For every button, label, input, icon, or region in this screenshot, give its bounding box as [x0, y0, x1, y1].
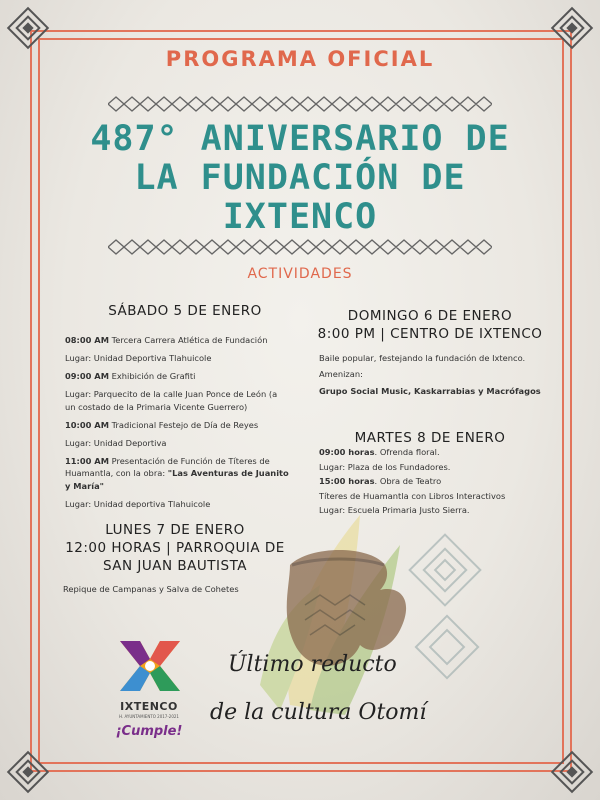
- geometric-band-icon: [108, 239, 492, 255]
- sunday-schedule: [319, 352, 544, 403]
- schedule-item: 08:00 AM Tercera Carrera Atlética de Fundación: [65, 335, 268, 345]
- saturday-schedule: [65, 334, 290, 516]
- corner-ornament-icon: [6, 6, 50, 50]
- schedule-item: Lugar: Plaza de los Fundadores.: [319, 461, 451, 472]
- schedule-item: Lugar: Escuela Primaria Justo Sierra.: [319, 505, 470, 515]
- schedule-item: Baile popular, festejando la fundación de Ixtenco.: [319, 353, 526, 363]
- schedule-item: 09:00 AM Exhibición de Grafiti: [65, 371, 196, 381]
- schedule-item: Lugar: Unidad Deportiva Tlahuicole: [65, 353, 212, 363]
- schedule-item: Lugar: Unidad deportiva Tlahuicole: [65, 498, 211, 509]
- saturday-heading: SÁBADO 5 DE ENERO: [108, 303, 262, 319]
- logo-slogan: ¡Cumple!: [115, 724, 183, 739]
- program-kicker: PROGRAMA OFICIAL: [165, 47, 435, 71]
- logo-tagline: H. AYUNTAMIENTO 2017-2021: [119, 714, 179, 719]
- activities-heading: ACTIVIDADES: [247, 266, 353, 282]
- schedule-item: 09:00 horas. Ofrenda floral.: [319, 447, 440, 457]
- motto-line-1: Último reducto: [228, 652, 397, 677]
- monday-heading: LUNES 7 DE ENERO 12:00 HORAS | PARROQUIA DE SAN JUAN BAUTISTA: [65, 522, 285, 574]
- ixtenco-logo-icon: [116, 635, 184, 697]
- main-title: [0, 120, 600, 237]
- corner-ornament-icon: [550, 6, 594, 50]
- schedule-item: 10:00 AM Tradicional Festejo de Día de Reyes: [65, 419, 259, 430]
- title-line: LA FUNDACIÓN DE: [134, 158, 466, 198]
- schedule-item: 11:00 AM Presentación de Función de Títeres de Huamantla, con la obra: "Las Aventuras de Juanito y María": [65, 455, 289, 491]
- logo-name: IXTENCO: [120, 700, 178, 713]
- motto-line-2: de la cultura Otomí: [210, 700, 427, 725]
- schedule-item: 15:00 horas. Obra de Teatro: [319, 476, 442, 486]
- title-line: 487° ANIVERSARIO DE: [90, 119, 510, 159]
- title-line: IXTENCO: [222, 197, 378, 237]
- tuesday-schedule: [319, 446, 544, 519]
- corner-ornament-icon: [6, 750, 50, 794]
- tuesday-heading: MARTES 8 DE ENERO: [354, 430, 506, 446]
- geometric-band-icon: [108, 96, 492, 112]
- schedule-item: Amenizan:: [319, 368, 363, 379]
- sunday-heading: DOMINGO 6 DE ENERO 8:00 PM | CENTRO DE IXTENCO: [317, 308, 543, 342]
- schedule-item: Lugar: Parquecito de la calle Juan Ponce de León (a un costado de la Primaria Vicente Guerrero): [65, 389, 278, 412]
- monday-description: Repique de Campanas y Salva de Cohetes: [63, 584, 239, 594]
- corner-ornament-icon: [550, 750, 594, 794]
- schedule-item: Grupo Social Music, Kaskarrabias y Macrófagos: [319, 386, 541, 396]
- schedule-item: Títeres de Huamantla con Libros Interactivos: [319, 490, 506, 501]
- schedule-item: Lugar: Unidad Deportiva: [65, 437, 167, 448]
